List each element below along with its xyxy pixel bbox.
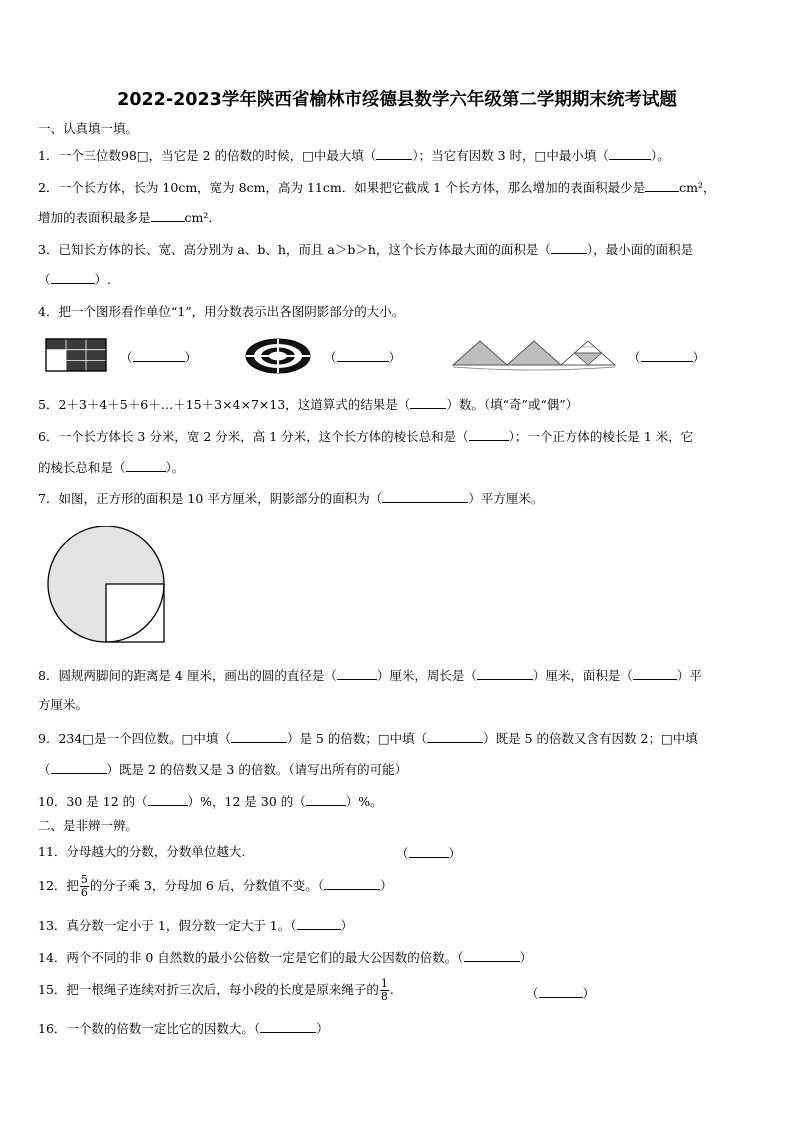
answer-blank[interactable] bbox=[633, 666, 677, 680]
page-title: 2022-2023学年陕西省榆林市绥德县数学六年级第二学期期末统考试题 bbox=[117, 90, 677, 110]
q4-answer-3: （ ） bbox=[628, 350, 706, 365]
answer-blank[interactable] bbox=[382, 489, 468, 503]
answer-blank[interactable] bbox=[260, 1019, 316, 1033]
q15-answer: （ ） bbox=[526, 986, 596, 1001]
answer-blank[interactable] bbox=[297, 916, 341, 930]
question-2-cont: 增加的表面积最多是 cm²． bbox=[38, 210, 221, 225]
answer-blank[interactable] bbox=[376, 146, 412, 160]
answer-blank[interactable] bbox=[231, 729, 287, 743]
question-9-cont: （ ）既是 2 的倍数又是 3 的倍数。（请写出所有的可能） bbox=[38, 762, 408, 777]
answer-blank[interactable] bbox=[148, 792, 188, 806]
fraction-5-6: $\frac{5}{6}$ bbox=[80, 873, 88, 899]
answer-blank[interactable] bbox=[427, 729, 483, 743]
answer-blank[interactable] bbox=[551, 240, 587, 254]
answer-blank[interactable] bbox=[306, 792, 346, 806]
question-number: 5． bbox=[38, 397, 59, 412]
question-number: 8． bbox=[38, 668, 59, 683]
question-5: 5．2＋3＋4＋5＋6＋…＋15＋3×4×7×13，这道算式的结果是（ ）数。（填“奇”或“偶”） bbox=[38, 397, 579, 412]
question-13: 13．真分数一定小于 1，假分数一定大于 1。（ ） bbox=[38, 918, 354, 933]
question-10: 10．30 是 12 的（ ）%，12 是 30 的（ ）%。 bbox=[38, 794, 383, 809]
question-number: 14． bbox=[38, 950, 67, 965]
question-8: 8．圆规两脚间的距离是 4 厘米，画出的圆的直径是（ ）厘米，周长是（ ）厘米，面积是（ ）平 bbox=[38, 668, 702, 683]
question-2: 2．一个长方体，长为 10cm，宽为 8cm，高为 11cm．如果把它截成 1 个长方体，那么增加的表面积最少是 cm²， bbox=[38, 180, 716, 195]
answer-blank[interactable] bbox=[645, 178, 679, 192]
q4-answer-2: （ ） bbox=[324, 350, 402, 365]
answer-blank[interactable] bbox=[51, 270, 95, 284]
question-7: 7．如图，正方形的面积是 10 平方厘米，阴影部分的面积为（ ）平方厘米。 bbox=[38, 491, 544, 506]
q11-answer: （ ） bbox=[396, 846, 462, 861]
answer-blank[interactable] bbox=[410, 395, 446, 409]
question-number: 2． bbox=[38, 180, 59, 195]
answer-blank[interactable] bbox=[337, 666, 377, 680]
triangles-figure bbox=[450, 337, 618, 371]
question-number: 11． bbox=[38, 844, 67, 859]
fraction-1-8: $\frac{1}{8}$ bbox=[380, 977, 388, 1003]
question-number: 4． bbox=[38, 304, 59, 319]
question-number: 3． bbox=[38, 242, 59, 257]
question-number: 1． bbox=[38, 148, 59, 163]
question-11: 11．分母越大的分数，分数单位越大. bbox=[38, 844, 246, 859]
answer-blank[interactable] bbox=[324, 876, 380, 890]
circle-square-figure bbox=[44, 526, 168, 646]
section-2-heading: 二、是非辨一辨。 bbox=[38, 818, 139, 833]
question-6-cont: 的棱长总和是（ ）。 bbox=[38, 460, 185, 475]
question-number: 12． bbox=[38, 878, 67, 893]
answer-blank[interactable] bbox=[126, 458, 166, 472]
answer-blank[interactable] bbox=[609, 146, 651, 160]
answer-blank[interactable] bbox=[477, 666, 533, 680]
answer-blank[interactable] bbox=[133, 348, 185, 362]
question-6: 6．一个长方体长 3 分米，宽 2 分米，高 1 分米，这个长方体的棱长总和是（ ）；一个正方体的棱长是 1 米，它 bbox=[38, 429, 694, 444]
answer-blank[interactable] bbox=[641, 348, 693, 362]
question-3: 3．已知长方体的长、宽、高分别为 a、b、h，而且 a＞b＞h，这个长方体最大面的面积是（ ），最小面的面积是 bbox=[38, 242, 694, 257]
question-14: 14．两个不同的非 0 自然数的最小公倍数一定是它们的最大公因数的倍数。（ ） bbox=[38, 950, 533, 965]
grid-figure bbox=[45, 338, 107, 372]
question-16: 16．一个数的倍数一定比它的因数大。（ ） bbox=[38, 1021, 329, 1036]
question-number: 6． bbox=[38, 429, 59, 444]
question-12: 12．把 $\frac{5}{6}$ 的分子乘 3，分母加 6 后，分数值不变。（ ） bbox=[38, 873, 393, 899]
answer-blank[interactable] bbox=[539, 984, 583, 998]
question-15: 15．把一根绳子连续对折三次后，每小段的长度是原来绳子的 $\frac{1}{8}$ . bbox=[38, 977, 394, 1003]
answer-blank[interactable] bbox=[464, 948, 520, 962]
question-number: 16． bbox=[38, 1021, 67, 1036]
answer-blank[interactable] bbox=[51, 760, 107, 774]
question-number: 13． bbox=[38, 918, 67, 933]
section-1-heading: 一、认真填一填。 bbox=[38, 121, 139, 136]
question-number: 9． bbox=[38, 731, 59, 746]
target-figure bbox=[244, 337, 312, 375]
answer-blank[interactable] bbox=[409, 844, 449, 858]
question-4: 4．把一个图形看作单位“1”，用分数表示出各图阴影部分的大小。 bbox=[38, 304, 405, 319]
answer-blank[interactable] bbox=[337, 348, 389, 362]
question-number: 15． bbox=[38, 982, 67, 997]
question-9: 9．234□是一个四位数。□中填（ ）是 5 的倍数；□中填（ ）既是 5 的倍数又含有因数 2；□中填 bbox=[38, 731, 698, 746]
question-number: 10． bbox=[38, 794, 67, 809]
answer-blank[interactable] bbox=[469, 427, 509, 441]
answer-blank[interactable] bbox=[151, 208, 185, 222]
question-1: 1．一个三位数98□，当它是 2 的倍数的时候，□中最大填（ ）；当它有因数 3 时，□中最小填（ ）。 bbox=[38, 148, 670, 163]
question-3-cont: （ ）. bbox=[38, 272, 111, 287]
q4-answer-1: （ ） bbox=[120, 350, 198, 365]
question-8-cont: 方厘米。 bbox=[38, 697, 89, 712]
question-number: 7． bbox=[38, 491, 59, 506]
